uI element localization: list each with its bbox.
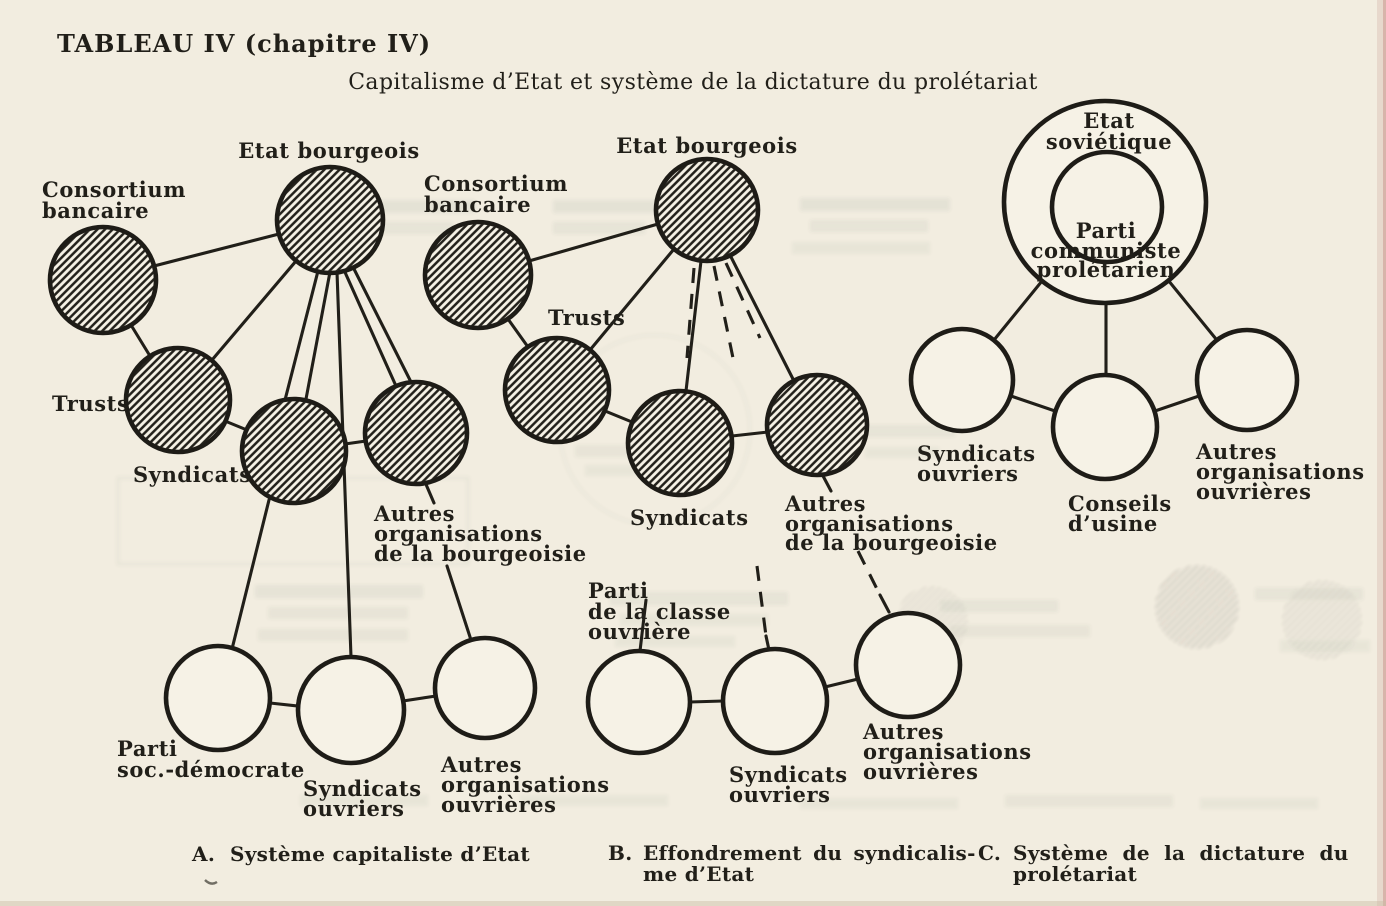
edge-etat-autres: [730, 255, 794, 381]
label-autres-ouvrieres-b-2: organisations: [863, 739, 1032, 764]
edge-conseils-autres: [1155, 396, 1199, 411]
diagram-c: [911, 101, 1365, 536]
label-trusts-a: Trusts: [52, 391, 130, 416]
node-hatch: [630, 393, 730, 493]
node-syndicats-ouvriers-a: [298, 657, 404, 763]
node-autres-ouvrieres-b: [856, 613, 960, 717]
edge-syndicats-autres: [732, 432, 768, 436]
node-autres-ouvrieres-c: [1197, 330, 1297, 430]
page-title: TABLEAU IV (chapitre IV): [57, 29, 432, 58]
label-conseils-1: Conseils: [1068, 491, 1172, 516]
label-conseils-2: d’usine: [1068, 511, 1158, 536]
node-consortium-b: [425, 222, 531, 328]
label-syndicats-a: Syndicats: [133, 462, 252, 487]
node-hatch: [52, 229, 154, 331]
label-syndicats-ouvriers-b-2: ouvriers: [729, 782, 831, 807]
label-autres-ouvrieres-a-2: organisations: [441, 772, 610, 797]
edge-etat-autres-ouvrieres: [1168, 280, 1216, 339]
label-autres-ouvrieres-b-1: Autres: [863, 719, 945, 744]
edge-etat-syndicats-ouvriers: [994, 281, 1042, 340]
caption-c-line2: prolétariat: [1013, 862, 1138, 886]
label-autres-ouvrieres-b-3: ouvrières: [863, 759, 979, 784]
caption-a-text: Système capitaliste d’Etat: [230, 842, 530, 866]
node-syndicats-ouvriers-b: [723, 649, 827, 753]
label-parti-communiste-1: Parti: [1075, 218, 1137, 243]
node-hatch: [279, 169, 381, 271]
label-consortium-a-1: Consortium: [42, 177, 187, 202]
ink-speck: [205, 880, 217, 884]
node-parti-classe-b: [588, 651, 690, 753]
label-syndicats-b: Syndicats: [630, 505, 749, 530]
edge-broken-autres-tick: [880, 595, 889, 612]
node-hatch: [658, 161, 756, 259]
edge-etat-broken-2: [714, 266, 733, 358]
node-etat-bourgeois-b: [656, 159, 758, 261]
node-syndicats-b: [628, 391, 732, 495]
label-parti-b-3: ouvrière: [588, 619, 692, 644]
label-autres-bourgeoisie-a-3: de la bourgeoisie: [374, 541, 587, 566]
edge-etat-autres-2: [353, 267, 412, 384]
label-etat-bourgeois-a: Etat bourgeois: [238, 138, 420, 163]
label-consortium-b-1: Consortium: [424, 171, 569, 196]
node-autres-bourgeoisie-b: [767, 375, 867, 475]
edge-syndicats-autres: [345, 441, 366, 444]
edge-label-autres-ouvrieres: [447, 566, 471, 640]
label-syndicats-ouvriers-a-2: ouvriers: [303, 796, 405, 821]
edge-consortium-trusts: [131, 325, 150, 356]
node-hatch: [769, 377, 865, 473]
node-conseils-usine-c: [1053, 375, 1157, 479]
node-hatch: [367, 384, 465, 482]
label-parti-b-2: de la classe: [588, 599, 731, 624]
edge-syndicats-parti: [232, 500, 269, 649]
edge-etat-syndicats-1: [285, 271, 318, 400]
caption-a-letter: A.: [192, 842, 216, 866]
label-autres-ouvrieres-c-1: Autres: [1196, 439, 1278, 464]
edge-etat-autres-1: [344, 270, 396, 386]
node-autres-bourgeoisie-a: [365, 382, 467, 484]
label-parti-a-1: Parti: [117, 736, 178, 761]
label-parti-communiste-3: prolétarien: [1036, 257, 1176, 282]
node-hatch: [507, 340, 607, 440]
edge-syndouvriers-autresouvrieres: [825, 679, 858, 687]
label-etat-bourgeois-b: Etat bourgeois: [616, 133, 798, 158]
edge-syndicats-conseils: [1011, 396, 1055, 411]
diagram-c-nodes: [911, 101, 1297, 479]
edge-etat-trusts: [212, 261, 296, 360]
label-autres-bourgeoisie-a-2: organisations: [374, 521, 543, 546]
edge-etat-syndicats-2: [306, 272, 330, 399]
label-parti-communiste-2: communiste: [1030, 238, 1182, 263]
node-hatch: [128, 350, 228, 450]
label-etat-sovietique-1: Etat: [1083, 108, 1135, 133]
label-autres-ouvrieres-c-2: organisations: [1196, 459, 1365, 484]
node-syndicats-a: [242, 399, 346, 503]
captions: [191, 841, 1349, 886]
label-autres-ouvrieres-a-3: ouvrières: [441, 792, 557, 817]
edge-trusts-syndicats: [605, 411, 632, 422]
edge-consortium-etat: [154, 234, 279, 266]
node-hatch: [427, 224, 529, 326]
label-trusts-b: Trusts: [548, 305, 626, 330]
label-syndicats-ouvriers-c-2: ouvriers: [917, 461, 1019, 486]
caption-c-line1: Système de la dictature du: [1013, 841, 1349, 865]
label-consortium-a-2: bancaire: [42, 198, 150, 223]
label-consortium-b-2: bancaire: [424, 192, 532, 217]
node-trusts-b: [505, 338, 609, 442]
label-syndicats-ouvriers-a-1: Syndicats: [303, 776, 422, 801]
label-autres-ouvrieres-c-3: ouvrières: [1196, 479, 1312, 504]
edge-trusts-syndicats: [225, 421, 247, 430]
label-autres-bourgeoisie-b-1: Autres: [785, 491, 867, 516]
label-autres-bourgeoisie-b-2: organisations: [785, 511, 954, 536]
edge-parti-syndicats-ouvriers: [690, 701, 723, 702]
node-etat-bourgeois-a: [277, 167, 383, 273]
caption-b-letter: B.: [608, 841, 633, 865]
edge-syndouvriers-autresouvrieres: [403, 696, 436, 701]
caption-b-line2: me d’Etat: [643, 862, 755, 886]
node-parti-socdem-a: [166, 646, 270, 750]
edge-parti-syndicats-ouvriers: [270, 703, 298, 706]
caption-c-letter: C.: [978, 841, 1002, 865]
label-syndicats-ouvriers-c-1: Syndicats: [917, 441, 1036, 466]
node-hatch: [244, 401, 344, 501]
label-parti-a-2: soc.-démocrate: [117, 757, 305, 782]
node-consortium-a: [50, 227, 156, 333]
label-autres-ouvrieres-a-1: Autres: [441, 752, 523, 777]
label-syndicats-ouvriers-b-1: Syndicats: [729, 762, 848, 787]
bottom-edge-shade: [0, 901, 1386, 906]
label-autres-bourgeoisie-b-3: de la bourgeoisie: [785, 530, 998, 555]
node-syndicats-ouvriers-c: [911, 329, 1013, 431]
page-subtitle: Capitalisme d’Etat et système de la dictature du prolétariat: [348, 70, 1038, 95]
edge-etat-broken-3: [726, 263, 760, 338]
label-etat-sovietique-2: soviétique: [1045, 129, 1173, 154]
node-trusts-a: [126, 348, 230, 452]
label-parti-b-1: Parti: [588, 578, 649, 603]
label-autres-bourgeoisie-a-1: Autres: [374, 501, 456, 526]
edge-consortium-trusts: [508, 319, 528, 347]
edge-broken-autres-ouvrieres: [858, 551, 880, 595]
caption-b-line1: Effondrement du syndicalis-: [643, 841, 976, 865]
node-autres-ouvrieres-a: [435, 638, 535, 738]
